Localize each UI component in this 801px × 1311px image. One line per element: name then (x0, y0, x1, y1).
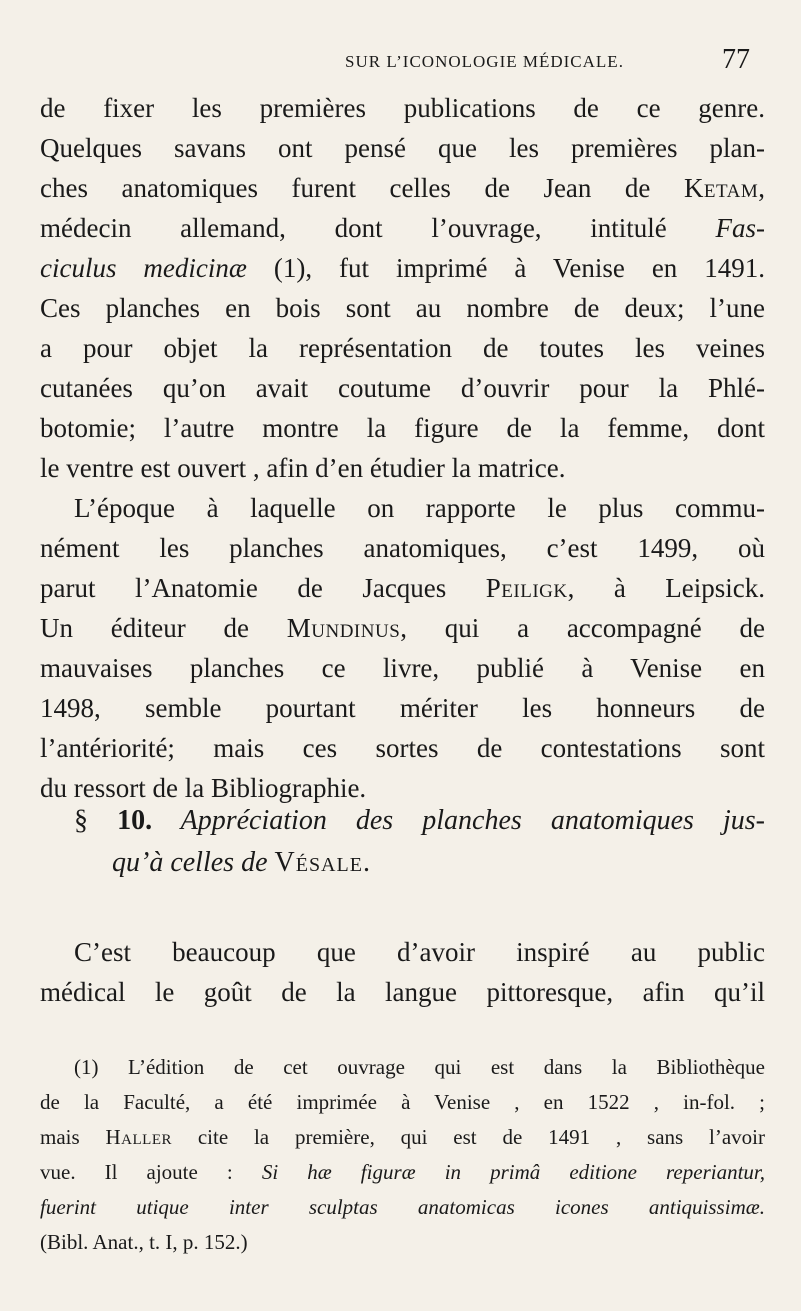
section-heading-line (40, 842, 765, 884)
text-segment: vue. Il ajoute : (40, 1160, 262, 1184)
text-segment: , à Leipsick. (567, 573, 765, 603)
section-title: Appréciation des planches anatomiques jus- (180, 805, 766, 836)
text-line (40, 168, 765, 208)
text-line: a pour objet la représentation de toutes les veines (40, 333, 765, 363)
paragraph-1 (40, 88, 765, 808)
text-line: de fixer les premières publications de ce genre. (40, 93, 765, 123)
text-line: cutanées qu’on avait coutume d’ouvrir pour la Phlé- (40, 373, 765, 403)
text-line: botomie; l’autre montre la figure de la femme, dont (40, 413, 765, 443)
text-line (40, 208, 765, 248)
footnote-line: (Bibl. Anat., t. I, p. 152.) (40, 1230, 248, 1254)
section-mark: § (74, 805, 88, 836)
section-title: qu’à celles de (112, 847, 275, 878)
text-segment: , qui a accompagné de (400, 613, 766, 643)
text-line: le ventre est ouvert , afin d’en étudier la matrice. (40, 453, 566, 483)
text-line (40, 608, 765, 648)
running-head: SUR L’ICONOLOGIE MÉDICALE. (345, 52, 624, 71)
text-line: médical le goût de la langue pittoresque, afin qu’il (40, 977, 765, 1007)
text-line: 1498, semble pourtant mériter les honneurs de (40, 693, 765, 723)
text-segment: ches anatomiques furent celles de Jean de (40, 173, 684, 203)
footnote-line: (1) L’édition de cet ouvrage qui est dans la Bibliothèque (74, 1055, 765, 1079)
text-segment: mais (40, 1125, 106, 1149)
text-segment: Un éditeur de (40, 613, 287, 643)
section-number: 10. (117, 805, 153, 836)
section-heading (40, 800, 765, 884)
text-line: nément les planches anatomiques, c’est 1499, où (40, 533, 765, 563)
text-segment: . (362, 847, 371, 878)
footnote-line: de la Faculté, a été imprimée à Venise , en 1522 , in-fol. ; (40, 1090, 765, 1114)
text-line: C’est beaucoup que d’avoir inspiré au public (74, 937, 765, 967)
text-segment: cite la première, qui est de 1491 , sans l’avoir (172, 1125, 765, 1149)
author-name: Peiligk (485, 573, 568, 603)
text-line (40, 568, 765, 608)
latin-quote: fuerint utique inter sculptas anatomicas icones antiquissimæ. (40, 1195, 765, 1219)
section-heading-line (40, 800, 765, 842)
text-line: L’époque à laquelle on rapporte le plus commu- (74, 493, 765, 523)
text-segment: médecin allemand, dont l’ouvrage, intitulé (40, 213, 716, 243)
text-line: l’antériorité; mais ces sortes de contestations sont (40, 733, 765, 763)
author-name: Vésale (274, 847, 363, 878)
paragraph-2 (40, 932, 765, 1012)
text-line: Ces planches en bois sont au nombre de deux; l’une (40, 293, 765, 323)
page-number: 77 (722, 44, 750, 75)
text-line: Quelques savans ont pensé que les premières plan- (40, 133, 765, 163)
author-name: Ketam (683, 173, 759, 203)
book-title: ciculus medicinæ (40, 253, 247, 283)
footnote (40, 1050, 765, 1260)
text-line (40, 248, 765, 288)
footnote-line (40, 1155, 765, 1190)
book-title: Fas- (715, 213, 765, 243)
text-segment: (1), fut imprimé à Venise en 1491. (246, 253, 765, 283)
text-line: mauvaises planches ce livre, publié à Venise en (40, 653, 765, 683)
footnote-line (40, 1190, 765, 1225)
author-name: Haller (105, 1125, 172, 1149)
author-name: Mundinus (286, 613, 401, 643)
footnote-line (40, 1120, 765, 1155)
latin-quote: Si hæ figuræ in primâ editione reperiantur, (261, 1160, 766, 1184)
text-segment: parut l’Anatomie de Jacques (40, 573, 486, 603)
text-line: du ressort de la Bibliographie. (40, 773, 367, 803)
text-segment: , (758, 173, 765, 203)
